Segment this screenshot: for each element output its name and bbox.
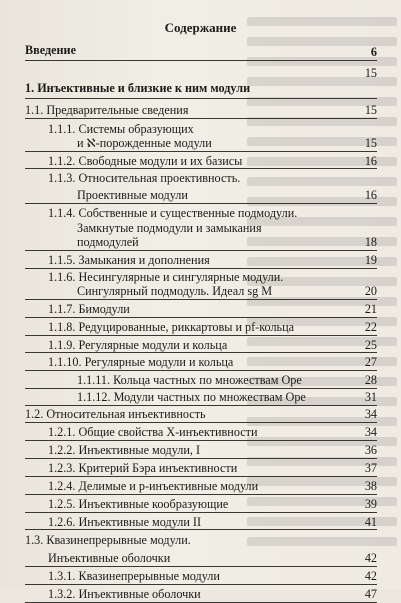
toc-entry: и ℵ-порожденные модули 15 <box>25 137 377 152</box>
toc-entry: 1.1.4. Собственные и существенные подмодули. <box>48 206 298 221</box>
toc-entry: 1.1.9. Регулярные модули и кольца 25 <box>25 339 377 354</box>
toc-entry: Проективные модули 16 <box>25 189 377 204</box>
toc-entry: 1.2.4. Делимые и p-инъективные модули 38 <box>25 480 377 495</box>
toc-entry-chapter-1: 1. Инъективные и близкие к ним модули <box>25 82 377 99</box>
toc-entry: 1.2.6. Инъективные модули II 41 <box>25 516 377 531</box>
toc-entry: 1.1.2. Свободные модули и их базисы 16 <box>25 155 377 170</box>
toc-entry: 1.2.2. Инъективные модули, I 36 <box>25 444 377 459</box>
toc-entry: Сингулярный подмодуль. Идеал sg M 20 <box>25 285 377 300</box>
toc-entry: 1.1.11. Кольца частных по множествам Оре 28 <box>25 374 377 389</box>
toc-entry: 1.1.12. Модули частных по множествам Оре 31 <box>25 391 377 406</box>
toc-entry: 1.1.3. Относительная проективность. <box>48 171 241 186</box>
toc-entry: 1.1.6. Несингулярные и сингулярные модули. <box>48 269 284 284</box>
toc-entry: 1.1.8. Редуцированные, риккартовы и pf-кольца 22 <box>25 321 377 336</box>
toc-entry: 1.3.2. Инъективные оболочки 47 <box>25 588 377 603</box>
toc-entry: 1.2.3. Критерий Бэра инъективности 37 <box>25 462 377 477</box>
toc-entry: 1.3. Квазинепрерывные модули. <box>25 533 191 548</box>
toc-entry: 1.1.1. Системы образующих <box>48 121 194 136</box>
toc-entry-intro: Введение 6 <box>25 43 377 59</box>
toc-entry: подмодулей 18 <box>25 236 377 251</box>
toc-entry: 1.1.10. Регулярные модули и кольца 27 <box>25 356 377 371</box>
toc-title: Содержание <box>164 20 237 35</box>
toc-entry: 1.1.7. Бимодули 21 <box>25 303 377 318</box>
toc-entry: 1.2.5. Инъективные кообразующие 39 <box>25 498 377 513</box>
toc-spacer: 15 <box>364 66 377 80</box>
toc-entry: 1.1.5. Замыкания и дополнения 19 <box>25 254 377 269</box>
toc-entry: 1.2. Относительная инъективность 34 <box>25 407 377 422</box>
table-of-contents <box>25 33 377 603</box>
toc-entry: Замкнутые подмодули и замыкания <box>77 221 262 236</box>
toc-entry: Инъективные оболочки 42 <box>25 552 377 567</box>
toc-entry: 1.2.1. Общие свойства X-инъективности 34 <box>25 426 377 441</box>
toc-entry: 1.3.1. Квазинепрерывные модули 42 <box>25 570 377 585</box>
toc-entry: 1.1. Предварительные сведения 15 <box>25 102 377 117</box>
